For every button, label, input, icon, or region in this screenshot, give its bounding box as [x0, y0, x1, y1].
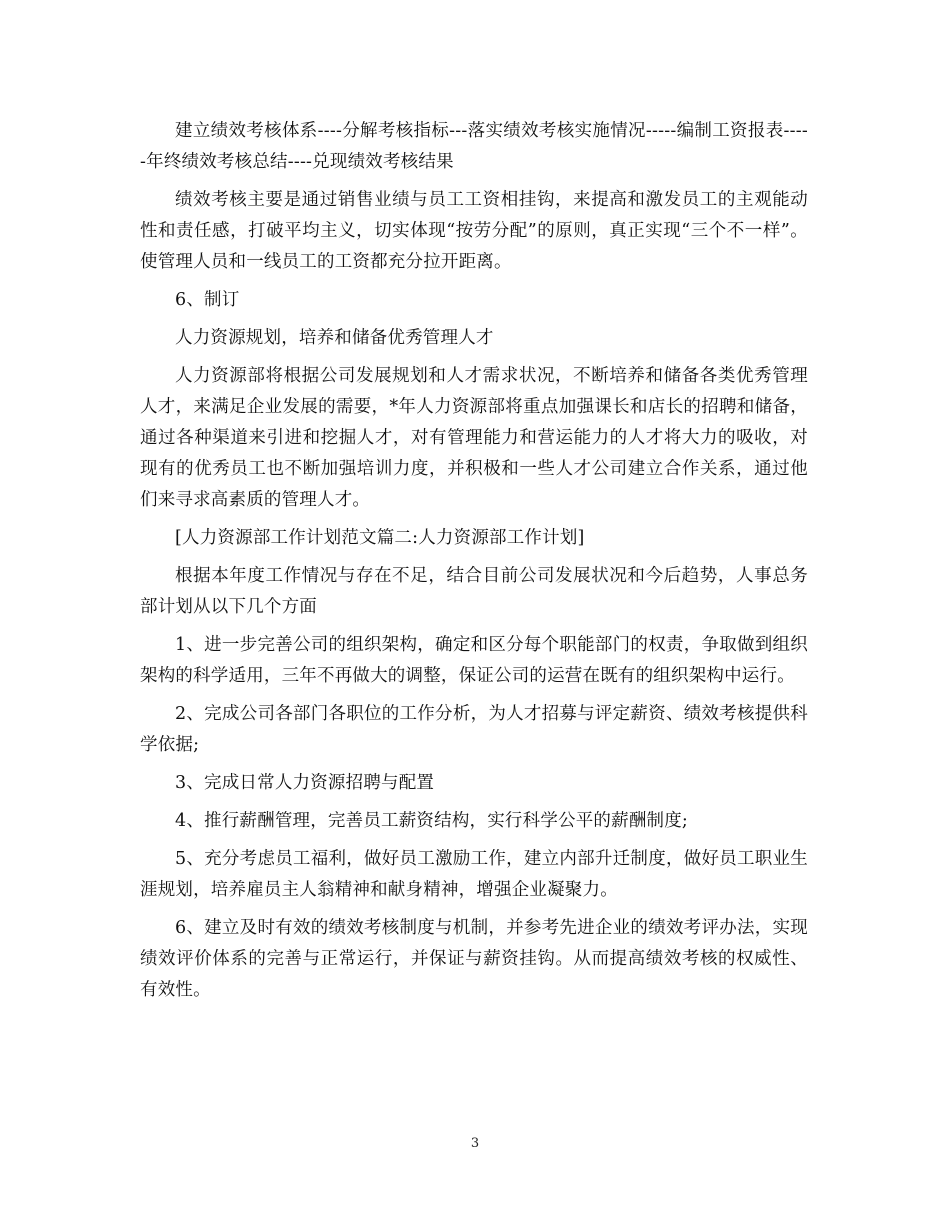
document-body	[140, 116, 808, 1013]
paragraph-hr-planning-title: 人力资源规划，培养和储备优秀管理人才	[175, 328, 494, 348]
page-number: 3	[470, 1136, 480, 1151]
list-item-5: 5、充分考虑员工福利，做好员工激励工作，建立内部升迁制度，做好员工职业生涯规划，培养雇员主人翁精神和献身精神，增强企业凝聚力。	[140, 849, 808, 900]
paragraph-item-6-heading: 6、制订	[175, 290, 240, 310]
paragraph-workflow: 建立绩效考核体系----分解考核指标---落实绩效考核实施情况-----编制工资报表-----年终绩效考核总结----兑现绩效考核结果	[140, 121, 808, 172]
list-item-4: 4、推行薪酬管理，完善员工薪资结构，实行科学公平的薪酬制度;	[175, 811, 689, 831]
paragraph-section-title: [人力资源部工作计划范文篇二:人力资源部工作计划]	[175, 528, 585, 548]
paragraph-performance-review: 绩效考核主要是通过销售业绩与员工工资相挂钩，来提高和激发员工的主观能动性和责任感，打破平均主义，切实体现“按劳分配”的原则，真正实现“三个不一样”。使管理人员和一线员工的工资都充分拉开距离。	[140, 190, 808, 272]
list-item-3: 3、完成日常人力资源招聘与配置	[175, 773, 435, 793]
paragraph-intro: 根据本年度工作情况与存在不足，结合目前公司发展状况和今后趋势，人事总务部计划从以下几个方面	[140, 566, 808, 617]
list-item-1: 1、进一步完善公司的组织架构，确定和区分每个职能部门的权责，争取做到组织架构的科学适用，三年不再做大的调整，保证公司的运营在既有的组织架构中运行。	[140, 635, 808, 686]
list-item-6: 6、建立及时有效的绩效考核制度与机制，并参考先进企业的绩效考评办法，实现绩效评价体系的完善与正常运行，并保证与薪资挂钩。从而提高绩效考核的权威性、有效性。	[140, 918, 808, 1000]
paragraph-hr-planning-body: 人力资源部将根据公司发展规划和人才需求状况，不断培养和储备各类优秀管理人才，来满足企业发展的需要，*年人力资源部将重点加强课长和店长的招聘和储备，通过各种渠道来引进和挖掘人才，对有管理能力和营运能力的人才将大力的吸收，对现有的优秀员工也不断加强培训力度，并积极和一些人才公司建立合作关系，通过他们来寻求高素质的管理人才。	[140, 366, 808, 510]
list-item-2: 2、完成公司各部门各职位的工作分析，为人才招募与评定薪资、绩效考核提供科学依据;	[140, 704, 808, 755]
